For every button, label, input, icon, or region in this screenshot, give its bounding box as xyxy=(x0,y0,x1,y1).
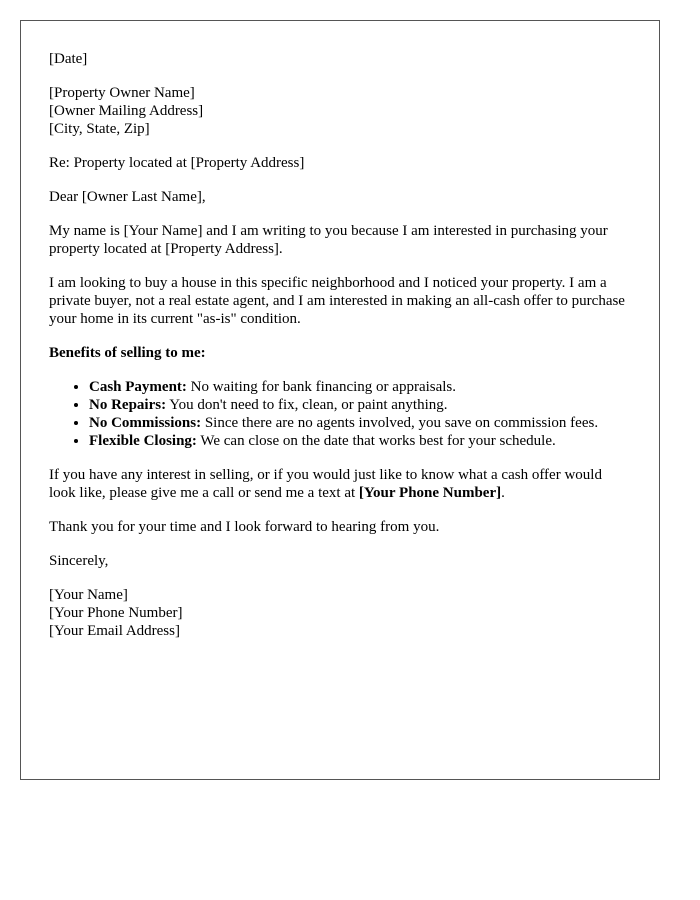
benefit-term: Flexible Closing: xyxy=(89,433,197,449)
benefit-term: No Repairs: xyxy=(89,397,167,413)
offer-paragraph: I am looking to buy a house in this specific neighborhood and I noticed your property. I am a private buyer, not a real estate agent, and I am interested in making an all-cash offer to purchase your home in its current "as-is" condition. xyxy=(49,275,625,327)
contact-phone: [Your Phone Number] xyxy=(358,485,502,501)
signature-block xyxy=(49,586,631,640)
contact-paragraph xyxy=(49,466,631,502)
list-item xyxy=(89,378,631,396)
recipient-name: [Property Owner Name] xyxy=(49,85,195,101)
closing-line: Sincerely, xyxy=(49,553,109,569)
benefit-text: You don't need to fix, clean, or paint anything. xyxy=(166,397,448,413)
intro-paragraph: My name is [Your Name] and I am writing to you because I am interested in purchasing your property located at [Property Address]. xyxy=(49,223,608,257)
contact-text-end: . xyxy=(501,485,505,501)
benefit-term: No Commissions: xyxy=(89,415,202,431)
date-line: [Date] xyxy=(49,51,88,67)
list-item xyxy=(89,432,631,450)
salutation: Dear [Owner Last Name], xyxy=(49,189,206,205)
benefit-text: Since there are no agents involved, you save on commission fees. xyxy=(201,415,599,431)
signature-email: [Your Email Address] xyxy=(49,623,180,639)
benefit-text: No waiting for bank financing or appraisals. xyxy=(186,379,457,395)
subject-line: Re: Property located at [Property Address] xyxy=(49,155,305,171)
contact-text: If you have any interest in selling, or if you would just like to know what a cash offer would look like, please give me a call or send me a text at xyxy=(49,467,602,501)
signature-name: [Your Name] xyxy=(49,587,128,603)
recipient-city-state-zip: [City, State, Zip] xyxy=(49,121,150,137)
benefits-heading: Benefits of selling to me: xyxy=(49,345,206,361)
list-item xyxy=(89,396,631,414)
benefit-text: We can close on the date that works best for your schedule. xyxy=(196,433,556,449)
benefit-term: Cash Payment: xyxy=(89,379,187,395)
signature-phone: [Your Phone Number] xyxy=(49,605,183,621)
recipient-block xyxy=(49,84,631,138)
thanks-paragraph: Thank you for your time and I look forward to hearing from you. xyxy=(49,519,440,535)
recipient-address: [Owner Mailing Address] xyxy=(49,103,204,119)
letter-page xyxy=(20,20,660,780)
benefits-list xyxy=(49,378,631,450)
list-item xyxy=(89,414,631,432)
